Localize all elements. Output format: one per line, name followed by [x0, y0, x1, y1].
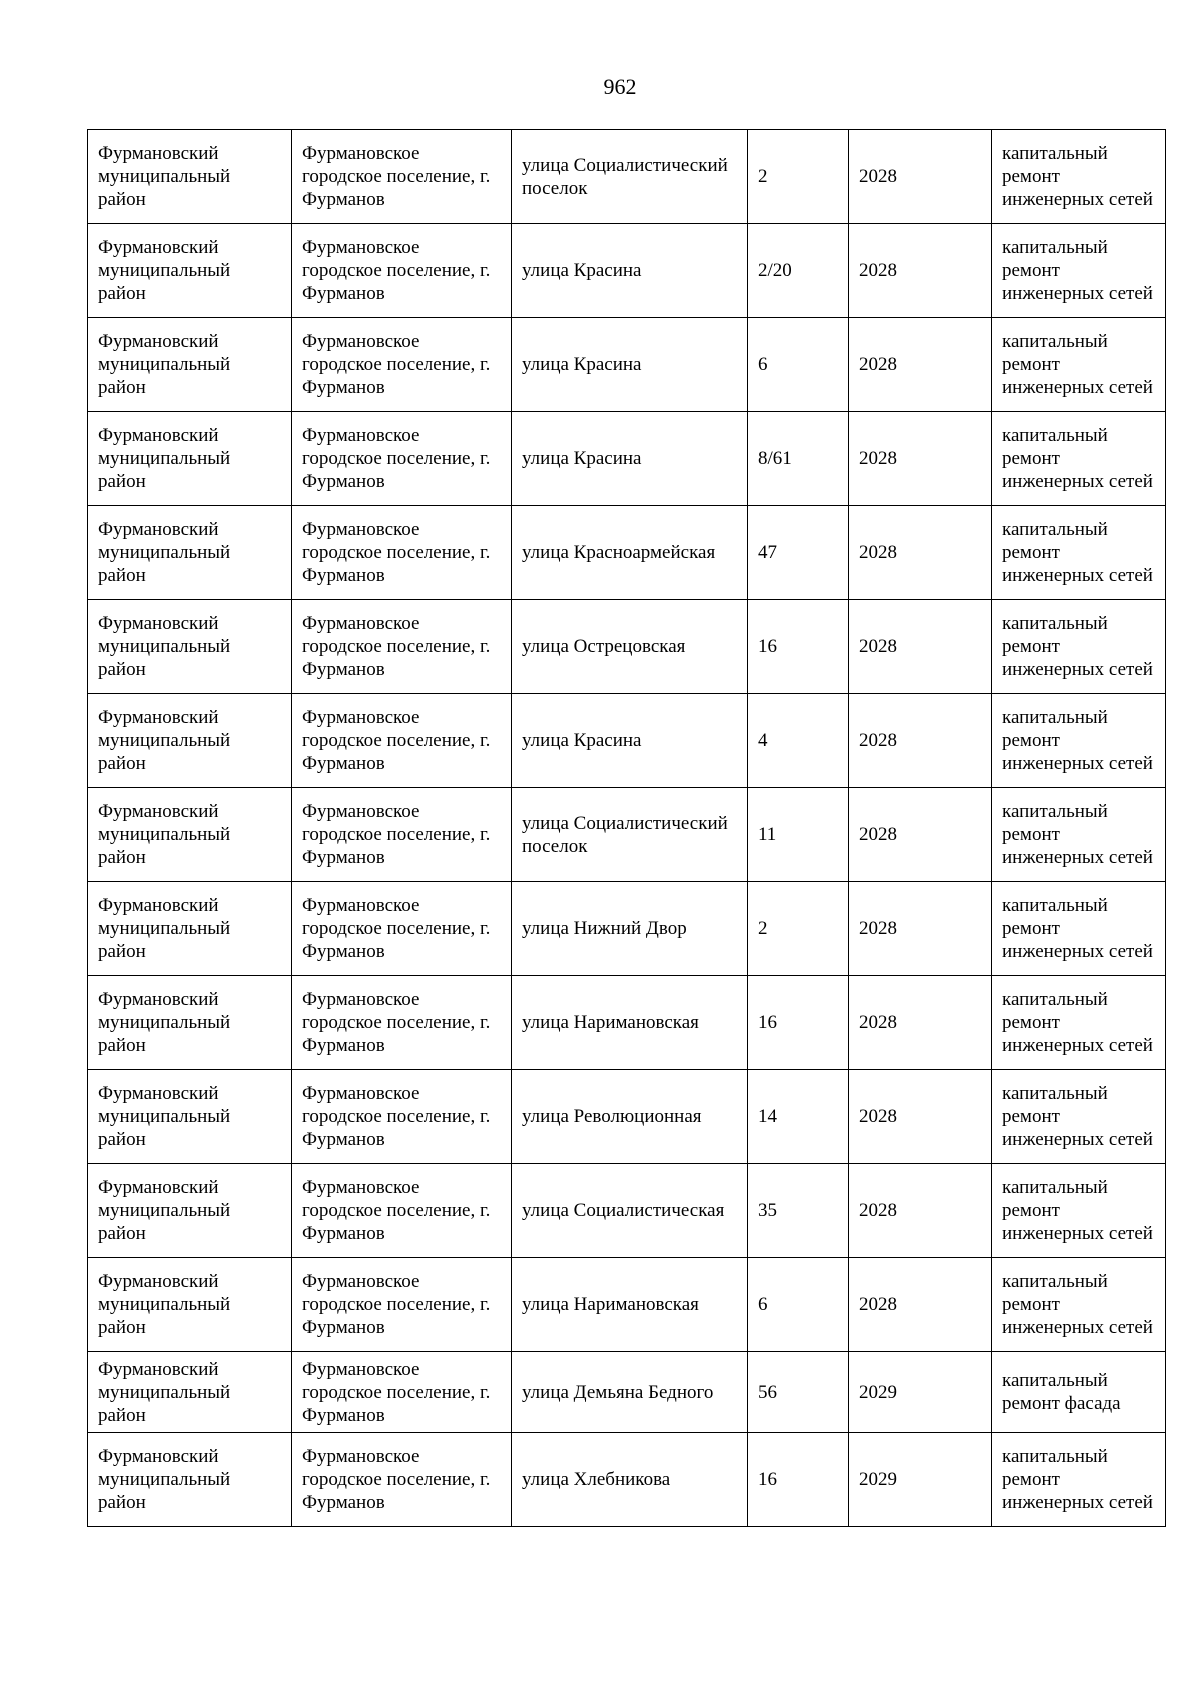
settlement-cell: Фурмановское городское поселение, г. Фурманов [292, 788, 512, 882]
work-type-cell: капитальный ремонт инженерных сетей [992, 788, 1166, 882]
table-row [88, 600, 1166, 694]
house-number-cell: 47 [748, 506, 849, 600]
year-cell: 2028 [849, 882, 992, 976]
settlement-cell: Фурмановское городское поселение, г. Фурманов [292, 694, 512, 788]
house-number-cell: 16 [748, 1433, 849, 1527]
year-cell: 2028 [849, 600, 992, 694]
street-cell: улица Социалистическая [512, 1164, 748, 1258]
house-number-cell: 2 [748, 130, 849, 224]
settlement-cell: Фурмановское городское поселение, г. Фурманов [292, 600, 512, 694]
district-cell: Фурмановский муниципальный район [88, 412, 292, 506]
settlement-cell: Фурмановское городское поселение, г. Фурманов [292, 976, 512, 1070]
house-number-cell: 16 [748, 976, 849, 1070]
year-cell: 2028 [849, 976, 992, 1070]
street-cell: улица Демьяна Бедного [512, 1352, 748, 1433]
house-number-cell: 2/20 [748, 224, 849, 318]
house-number-cell: 16 [748, 600, 849, 694]
work-type-cell: капитальный ремонт инженерных сетей [992, 130, 1166, 224]
work-type-cell: капитальный ремонт инженерных сетей [992, 506, 1166, 600]
table-row [88, 882, 1166, 976]
year-cell: 2028 [849, 1258, 992, 1352]
table-row [88, 788, 1166, 882]
table-row [88, 318, 1166, 412]
year-cell: 2028 [849, 788, 992, 882]
district-cell: Фурмановский муниципальный район [88, 1070, 292, 1164]
settlement-cell: Фурмановское городское поселение, г. Фурманов [292, 882, 512, 976]
house-number-cell: 11 [748, 788, 849, 882]
year-cell: 2028 [849, 694, 992, 788]
house-number-cell: 8/61 [748, 412, 849, 506]
page-number: 962 [603, 74, 637, 99]
house-number-cell: 4 [748, 694, 849, 788]
work-type-cell: капитальный ремонт инженерных сетей [992, 882, 1166, 976]
district-cell: Фурмановский муниципальный район [88, 1164, 292, 1258]
table-row [88, 224, 1166, 318]
house-number-cell: 14 [748, 1070, 849, 1164]
table-row [88, 976, 1166, 1070]
settlement-cell: Фурмановское городское поселение, г. Фурманов [292, 130, 512, 224]
settlement-cell: Фурмановское городское поселение, г. Фурманов [292, 412, 512, 506]
street-cell: улица Социалистический поселок [512, 788, 748, 882]
house-number-cell: 56 [748, 1352, 849, 1433]
street-cell: улица Красина [512, 694, 748, 788]
district-cell: Фурмановский муниципальный район [88, 1433, 292, 1527]
district-cell: Фурмановский муниципальный район [88, 788, 292, 882]
year-cell: 2028 [849, 506, 992, 600]
district-cell: Фурмановский муниципальный район [88, 882, 292, 976]
work-type-cell: капитальный ремонт инженерных сетей [992, 1070, 1166, 1164]
work-type-cell: капитальный ремонт инженерных сетей [992, 224, 1166, 318]
work-type-cell: капитальный ремонт инженерных сетей [992, 600, 1166, 694]
table-row [88, 1164, 1166, 1258]
year-cell: 2028 [849, 318, 992, 412]
district-cell: Фурмановский муниципальный район [88, 1258, 292, 1352]
year-cell: 2029 [849, 1433, 992, 1527]
work-type-cell: капитальный ремонт инженерных сетей [992, 1433, 1166, 1527]
table-row [88, 506, 1166, 600]
year-cell: 2029 [849, 1352, 992, 1433]
table-row [88, 1258, 1166, 1352]
street-cell: улица Наримановская [512, 976, 748, 1070]
street-cell: улица Красина [512, 224, 748, 318]
settlement-cell: Фурмановское городское поселение, г. Фурманов [292, 1164, 512, 1258]
table-row [88, 694, 1166, 788]
table-row [88, 130, 1166, 224]
register-table [87, 129, 1166, 1527]
settlement-cell: Фурмановское городское поселение, г. Фурманов [292, 1352, 512, 1433]
street-cell: улица Нижний Двор [512, 882, 748, 976]
work-type-cell: капитальный ремонт инженерных сетей [992, 1164, 1166, 1258]
table-body [88, 130, 1166, 1527]
work-type-cell: капитальный ремонт инженерных сетей [992, 318, 1166, 412]
year-cell: 2028 [849, 1070, 992, 1164]
work-type-cell: капитальный ремонт фасада [992, 1352, 1166, 1433]
street-cell: улица Красина [512, 318, 748, 412]
year-cell: 2028 [849, 412, 992, 506]
house-number-cell: 2 [748, 882, 849, 976]
district-cell: Фурмановский муниципальный район [88, 318, 292, 412]
year-cell: 2028 [849, 224, 992, 318]
district-cell: Фурмановский муниципальный район [88, 130, 292, 224]
work-type-cell: капитальный ремонт инженерных сетей [992, 976, 1166, 1070]
district-cell: Фурмановский муниципальный район [88, 976, 292, 1070]
street-cell: улица Острецовская [512, 600, 748, 694]
table-row [88, 412, 1166, 506]
settlement-cell: Фурмановское городское поселение, г. Фурманов [292, 224, 512, 318]
year-cell: 2028 [849, 1164, 992, 1258]
year-cell: 2028 [849, 130, 992, 224]
street-cell: улица Революционная [512, 1070, 748, 1164]
settlement-cell: Фурмановское городское поселение, г. Фурманов [292, 1070, 512, 1164]
work-type-cell: капитальный ремонт инженерных сетей [992, 694, 1166, 788]
table-row [88, 1433, 1166, 1527]
district-cell: Фурмановский муниципальный район [88, 600, 292, 694]
district-cell: Фурмановский муниципальный район [88, 694, 292, 788]
house-number-cell: 6 [748, 318, 849, 412]
work-type-cell: капитальный ремонт инженерных сетей [992, 412, 1166, 506]
settlement-cell: Фурмановское городское поселение, г. Фурманов [292, 506, 512, 600]
settlement-cell: Фурмановское городское поселение, г. Фурманов [292, 1258, 512, 1352]
street-cell: улица Красина [512, 412, 748, 506]
street-cell: улица Хлебникова [512, 1433, 748, 1527]
street-cell: улица Социалистический поселок [512, 130, 748, 224]
house-number-cell: 6 [748, 1258, 849, 1352]
street-cell: улица Красноармейская [512, 506, 748, 600]
work-type-cell: капитальный ремонт инженерных сетей [992, 1258, 1166, 1352]
settlement-cell: Фурмановское городское поселение, г. Фурманов [292, 1433, 512, 1527]
district-cell: Фурмановский муниципальный район [88, 506, 292, 600]
district-cell: Фурмановский муниципальный район [88, 224, 292, 318]
settlement-cell: Фурмановское городское поселение, г. Фурманов [292, 318, 512, 412]
district-cell: Фурмановский муниципальный район [88, 1352, 292, 1433]
street-cell: улица Наримановская [512, 1258, 748, 1352]
table-row [88, 1352, 1166, 1433]
table-row [88, 1070, 1166, 1164]
house-number-cell: 35 [748, 1164, 849, 1258]
